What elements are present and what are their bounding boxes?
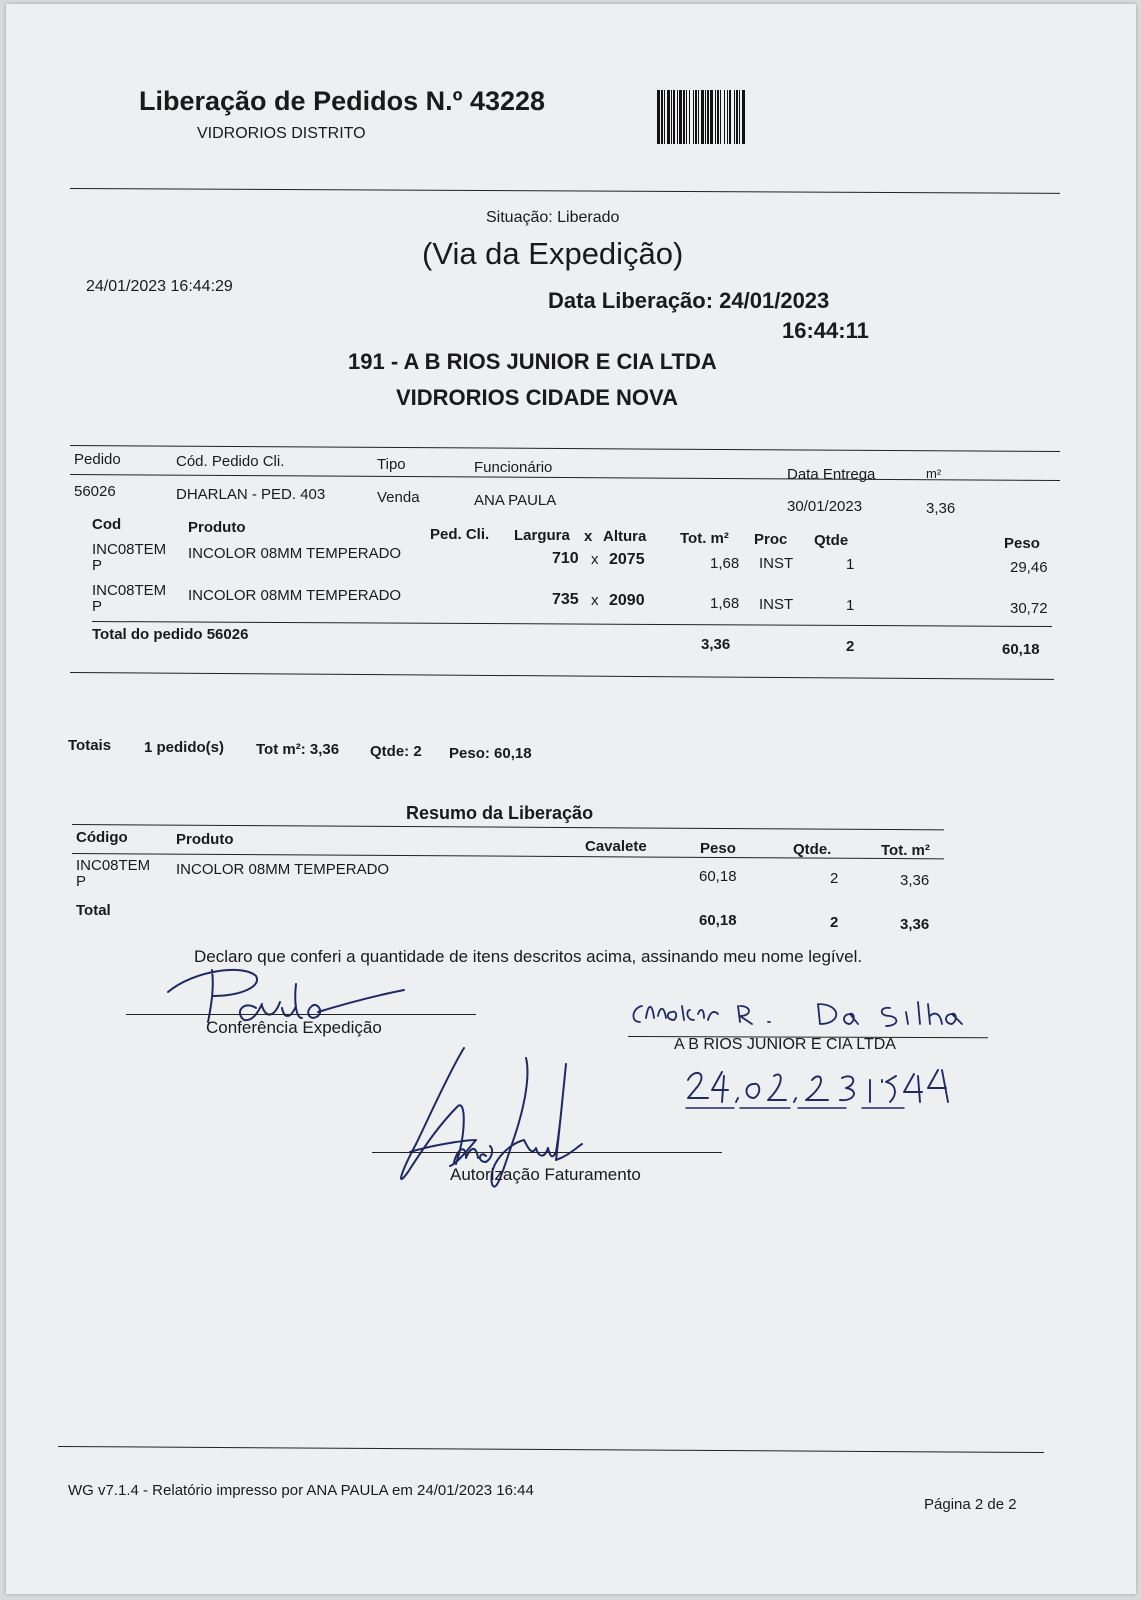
item-header-produto: Produto: [188, 519, 246, 536]
resumo-total-qtde: 2: [830, 914, 839, 931]
header-data-entrega: Data Entrega: [787, 466, 876, 483]
client-name: 191 - A B RIOS JUNIOR E CIA LTDA: [348, 349, 717, 374]
resumo-header-qtde: Qtde.: [793, 841, 832, 858]
table-top-border: [70, 445, 1060, 452]
divider: [70, 188, 1060, 194]
resumo-produto: INCOLOR 08MM TEMPERADO: [176, 861, 390, 878]
item-header-x: x: [584, 528, 593, 545]
conferencia-label: Conferência Expedição: [206, 1018, 382, 1037]
item-largura: 710: [552, 550, 579, 567]
item-proc: INST: [759, 555, 794, 572]
order-total-qtde: 2: [846, 638, 855, 655]
document-title: Liberação de Pedidos N.º 43228: [139, 86, 546, 116]
header-m2: m²: [926, 466, 942, 481]
value-m2: 3,36: [926, 500, 956, 517]
totais-qtde: Qtde: 2: [370, 743, 422, 760]
footer-divider: [58, 1446, 1044, 1453]
data-liberacao: Data Liberação: 24/01/2023: [548, 288, 830, 313]
barcode: [657, 90, 835, 144]
item-header-tot-m2: Tot. m²: [680, 530, 729, 547]
item-x: x: [591, 592, 599, 609]
resumo-total-label: Total: [76, 902, 111, 919]
item-x: x: [591, 551, 599, 568]
resumo-total-peso: 60,18: [699, 912, 737, 929]
autorizacao-label: Autorização Faturamento: [450, 1165, 641, 1184]
footer-print-info: WG v7.1.4 - Relatório impresso por ANA PAULA em 24/01/2023 16:44: [68, 1482, 534, 1499]
company-name: VIDRORIOS DISTRITO: [197, 125, 366, 142]
header-pedido: Pedido: [74, 451, 121, 468]
item-proc: INST: [759, 596, 794, 613]
value-data-entrega: 30/01/2023: [787, 498, 863, 515]
resumo-top-border: [72, 824, 944, 830]
value-cod-pedido-cli: DHARLAN - PED. 403: [176, 486, 326, 503]
resumo-header-tot-m2: Tot. m²: [881, 842, 930, 859]
item-header-altura: Altura: [603, 528, 647, 545]
item-peso: 30,72: [1010, 600, 1048, 617]
item-header-peso: Peso: [1004, 535, 1040, 552]
resumo-header-produto: Produto: [176, 831, 234, 848]
item-header-largura: Largura: [514, 527, 570, 544]
header-funcionario: Funcionário: [474, 459, 553, 476]
item-tot-m2: 1,68: [710, 595, 740, 612]
item-header-proc: Proc: [754, 531, 788, 548]
resumo-peso: 60,18: [699, 868, 737, 885]
item-header-qtde: Qtde: [814, 532, 849, 549]
resumo-header-cavalete: Cavalete: [585, 838, 647, 855]
footer-page-number: Página 2 de 2: [924, 1496, 1017, 1513]
value-pedido: 56026: [74, 483, 116, 500]
totais-m2: Tot m²: 3,36: [256, 741, 340, 758]
resumo-header-peso: Peso: [700, 840, 736, 857]
totais-label: Totais: [68, 737, 112, 754]
via-title: (Via da Expedição): [422, 236, 684, 271]
document-page: [6, 4, 1136, 1594]
autorizacao-signature-line: [372, 1152, 722, 1153]
item-altura: 2090: [609, 592, 645, 609]
declaration-text: Declaro que conferi a quantidade de itens descritos acima, assinando meu nome legível.: [194, 947, 863, 966]
item-produto: INCOLOR 08MM TEMPERADO: [188, 587, 402, 604]
item-peso: 29,46: [1010, 559, 1048, 576]
totais-peso: Peso: 60,18: [449, 745, 532, 762]
hora-liberacao: 16:44:11: [782, 318, 869, 343]
item-qtde: 1: [846, 597, 855, 614]
situacao-label: Situação: Liberado: [486, 209, 620, 226]
header-divider: [70, 474, 1060, 481]
client-date-handwriting: [682, 1062, 972, 1122]
store-name: VIDRORIOS CIDADE NOVA: [396, 385, 678, 410]
item-cod: INC08TEM P: [92, 582, 167, 615]
value-funcionario: ANA PAULA: [474, 492, 557, 509]
resumo-total-m2: 3,36: [900, 916, 930, 933]
resumo-qtde: 2: [830, 870, 839, 887]
order-total-m2: 3,36: [701, 636, 731, 653]
item-header-cod: Cod: [92, 516, 122, 533]
order-total-label: Total do pedido 56026: [92, 626, 249, 643]
item-header-ped-cli: Ped. Cli.: [430, 526, 490, 543]
item-cod: INC08TEM P: [92, 541, 167, 574]
client-signature: [628, 994, 988, 1039]
conferencia-signature-line: [126, 1014, 476, 1015]
client-label: A B RIOS JUNIOR E CIA LTDA: [674, 1036, 896, 1053]
print-datetime: 24/01/2023 16:44:29: [86, 278, 233, 295]
resumo-tot-m2: 3,36: [900, 872, 930, 889]
resumo-title: Resumo da Liberação: [406, 803, 594, 823]
header-cod-pedido-cli: Cód. Pedido Cli.: [176, 453, 285, 470]
totais-pedidos: 1 pedido(s): [144, 739, 225, 756]
item-altura: 2075: [609, 551, 645, 568]
header-tipo: Tipo: [377, 456, 406, 473]
item-produto: INCOLOR 08MM TEMPERADO: [188, 545, 402, 562]
value-tipo: Venda: [377, 489, 420, 506]
item-tot-m2: 1,68: [710, 555, 740, 572]
resumo-codigo: INC08TEM P: [76, 857, 151, 890]
resumo-header-codigo: Código: [76, 829, 128, 846]
item-largura: 735: [552, 591, 579, 608]
table-bottom-border: [70, 672, 1054, 680]
order-total-peso: 60,18: [1002, 641, 1040, 658]
item-qtde: 1: [846, 556, 855, 573]
